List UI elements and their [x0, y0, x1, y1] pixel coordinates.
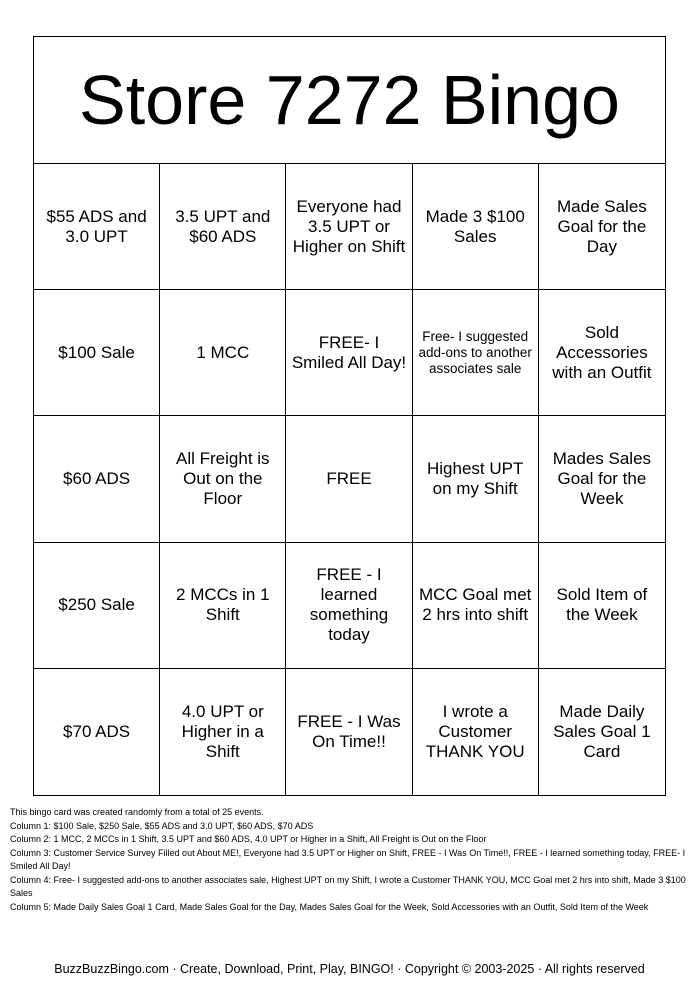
bingo-cell-r5c1[interactable]: $70 ADS	[34, 669, 160, 795]
notes-intro: This bingo card was created randomly from a total of 25 events.	[10, 807, 264, 817]
notes-column-2: Column 2: 1 MCC, 2 MCCs in 1 Shift, 3.5 UPT and $60 ADS, 4.0 UPT or Higher in a Shift, All Freight is Out on the Floor	[10, 834, 487, 844]
notes-column-1: Column 1: $100 Sale, $250 Sale, $55 ADS and 3.0 UPT, $60 ADS, $70 ADS	[10, 820, 314, 831]
notes-column-4: Column 4: Free- I suggested add-ons to another associates sale, Highest UPT on my Shift, I wrote a Customer THANK YOU, MCC Goal met 2 hrs into shift, Made 3 $100 Sales	[10, 874, 686, 898]
bingo-cell-r3c1[interactable]: $60 ADS	[34, 416, 160, 542]
bingo-cell-r4c3[interactable]: FREE - I learned something today	[286, 543, 412, 669]
bingo-cell-r1c2[interactable]: 3.5 UPT and $60 ADS	[160, 164, 286, 290]
bingo-cell-r2c1[interactable]: $100 Sale	[34, 290, 160, 416]
bingo-cell-r3c3[interactable]: FREE	[286, 416, 412, 542]
bingo-cell-r5c4[interactable]: I wrote a Customer THANK YOU	[413, 669, 539, 795]
bingo-cell-r4c4[interactable]: MCC Goal met 2 hrs into shift	[413, 543, 539, 669]
bingo-cell-r3c4[interactable]: Highest UPT on my Shift	[413, 416, 539, 542]
bingo-card	[33, 36, 666, 796]
bingo-cell-r5c5[interactable]: Made Daily Sales Goal 1 Card	[553, 701, 651, 761]
notes-column-3: Column 3: Customer Service Survey Filled out About ME!, Everyone had 3.5 UPT or Higher on Shift, FREE - I Was On Time!!, FREE - I learned something today, FREE- I Smiled All Day!	[10, 847, 686, 871]
bingo-cell-r2c4[interactable]: Free- I suggested add-ons to another associates sale	[413, 290, 539, 416]
notes-column-5: Column 5: Made Daily Sales Goal 1 Card, Made Sales Goal for the Day, Mades Sales Goal for the Week, Sold Accessories with an Outfit, Sold Item of the Week	[10, 901, 649, 912]
bingo-cell-r4c1[interactable]: $250 Sale	[34, 543, 160, 669]
bingo-cell-r3c5[interactable]: Mades Sales Goal for the Week	[539, 416, 665, 542]
bingo-cell-r5c3[interactable]: FREE - I Was On Time!!	[286, 669, 412, 795]
bingo-cell-r2c2[interactable]: 1 MCC	[160, 290, 286, 416]
bingo-cell-r4c2[interactable]: 2 MCCs in 1 Shift	[160, 543, 286, 669]
bingo-cell-r1c1[interactable]: $55 ADS and 3.0 UPT	[34, 164, 160, 290]
card-title: Store 7272 Bingo	[34, 37, 665, 164]
bingo-cell-r2c3[interactable]: FREE- I Smiled All Day!	[286, 290, 412, 416]
bingo-cell-r5c2[interactable]: 4.0 UPT or Higher in a Shift	[160, 669, 286, 795]
bingo-cell-r3c2[interactable]: All Freight is Out on the Floor	[160, 416, 286, 542]
bingo-cell-r1c5[interactable]: Made Sales Goal for the Day	[539, 164, 665, 290]
page-footer: BuzzBuzzBingo.com · Create, Download, Print, Play, BINGO! · Copyright © 2003-2025 · All rights reserved	[54, 962, 645, 976]
bingo-cell-r1c3[interactable]: Everyone had 3.5 UPT or Higher on Shift	[286, 164, 412, 290]
bingo-grid	[34, 164, 665, 795]
bingo-cell-r1c4[interactable]: Made 3 $100 Sales	[413, 164, 539, 290]
card-notes	[10, 806, 690, 914]
bingo-cell-r2c5[interactable]: Sold Accessories with an Outfit	[539, 290, 665, 416]
bingo-cell-r4c5[interactable]: Sold Item of the Week	[539, 543, 665, 669]
